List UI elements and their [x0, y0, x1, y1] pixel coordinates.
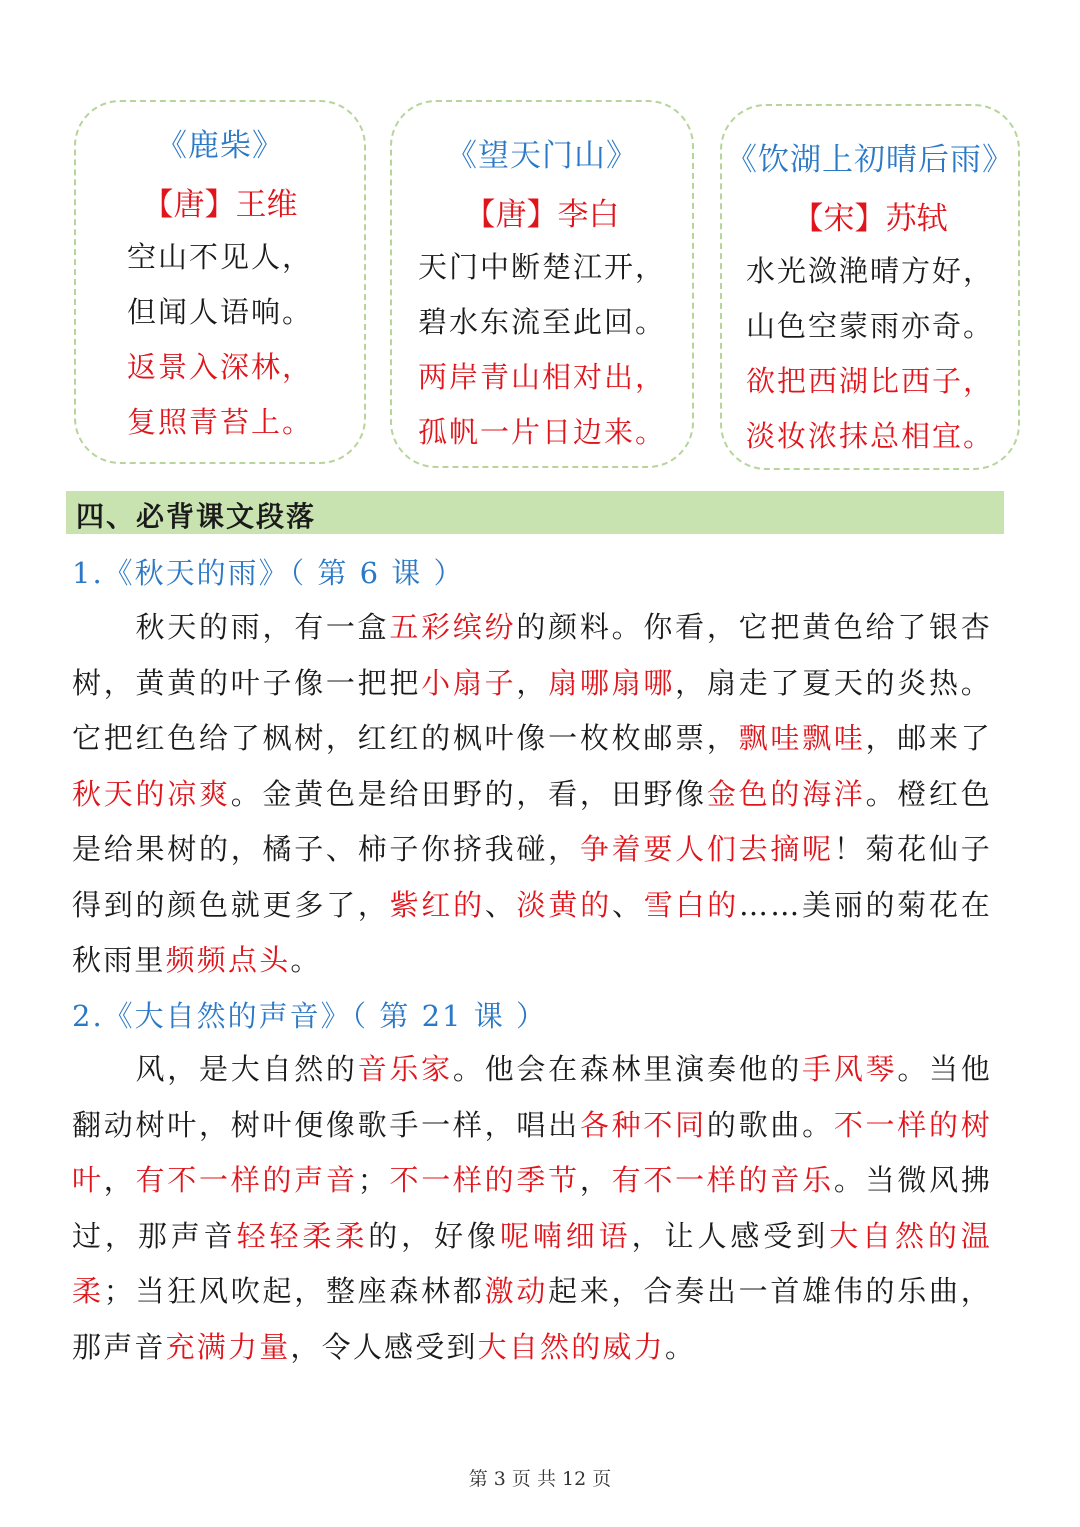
text-segment: 。橙红色是给果树的，橘子、柿子你挤我碰， [72, 776, 992, 866]
highlighted-phrase: 五彩缤纷 [389, 610, 517, 644]
highlighted-phrase: 淡黄的 [516, 887, 612, 922]
text-segment: ，邮来了 [865, 721, 992, 755]
highlighted-phrase: 各种不同 [579, 1107, 707, 1142]
lesson-paragraph [72, 1042, 992, 1375]
text-segment: ，让人感受到 [631, 1218, 830, 1253]
poem-line: 但闻人语响。 [126, 295, 313, 329]
poem-title: 《望天门山》 [446, 138, 638, 174]
poem-author: 【唐】王维 [142, 187, 298, 223]
highlighted-phrase: 音乐家 [357, 1052, 453, 1086]
highlighted-phrase: 有不一样的声音 [135, 1163, 358, 1197]
section-header-bar [66, 491, 1004, 534]
poem-card-yin-hu-shang [720, 104, 1020, 470]
highlighted-phrase: 小扇子 [421, 665, 517, 700]
lesson-paragraph [72, 600, 992, 989]
text-segment: 。 [290, 943, 322, 977]
highlighted-phrase: 频频点头 [165, 943, 291, 977]
text-segment: ，令人感受到 [290, 1329, 478, 1364]
lesson-heading: 1.《秋天的雨》（ 第 6 课 ） [72, 556, 465, 590]
poem-line: 孤帆一片日边来。 [417, 415, 666, 449]
text-segment: 、 [611, 887, 644, 922]
highlighted-phrase: 激动 [484, 1274, 549, 1308]
poem-line: 复照青苔上。 [126, 405, 313, 439]
text-segment: 的，好像 [368, 1218, 500, 1253]
highlighted-phrase: 争着要人们去摘呢 [579, 832, 834, 866]
highlighted-phrase: 呢喃细语 [499, 1218, 632, 1253]
poem-card-lu-zhai [74, 100, 366, 464]
poem-title: 《饮湖上初晴后雨》 [726, 142, 1014, 178]
poem-line: 天门中断楚江开， [417, 250, 666, 284]
text-segment: 起来，合奏出一首雄伟的乐曲，那声音 [72, 1274, 992, 1364]
text-segment: ， [103, 1163, 136, 1197]
text-segment: 。金黄色是给田野的，看，田野像 [230, 776, 707, 811]
text-segment: ！菊花仙子得到的颜色就更多了， [72, 832, 992, 922]
poem-line: 两岸青山相对出， [417, 360, 666, 394]
highlighted-phrase: 扇哪扇哪 [548, 665, 676, 700]
highlighted-phrase: 紫红的 [389, 887, 485, 922]
text-segment: 的颜料。你看，它把黄色给了银杏树，黄黄的叶子像一把把 [72, 610, 992, 700]
text-segment: ； [357, 1163, 389, 1197]
text-segment: ， [579, 1163, 612, 1197]
section-title: 四、必背课文段落 [76, 500, 317, 533]
poem-title: 《鹿柴》 [156, 128, 284, 164]
highlighted-phrase: 充满力量 [165, 1329, 291, 1364]
poem-line: 山色空蒙雨亦奇。 [745, 309, 994, 343]
poem-author: 【唐】李白 [464, 197, 620, 233]
text-segment: 。当微风拂过，那声音 [72, 1163, 993, 1253]
highlighted-phrase: 大自然的威力 [477, 1329, 665, 1364]
poem-line: 空山不见人， [126, 240, 313, 274]
poem-line: 欲把西湖比西子， [745, 364, 994, 398]
text-segment: 、 [484, 887, 517, 922]
text-segment: 的歌曲。 [706, 1107, 834, 1142]
highlighted-phrase: 金色的海洋 [706, 776, 866, 811]
poem-author: 【宋】苏轼 [792, 201, 948, 237]
poem-line: 返景入深林， [126, 350, 313, 384]
text-segment: ，扇走了夏天的炎热。它把红色给了枫树，红红的枫叶像一枚枚邮票， [72, 665, 992, 755]
highlighted-phrase: 飘哇飘哇 [738, 721, 866, 755]
lesson-heading: 2.《大自然的声音》（ 第 21 课 ） [72, 999, 547, 1033]
text-segment: ；当狂风吹起，整座森林都 [103, 1274, 485, 1308]
text-segment: 秋天的雨，有一盒 [72, 610, 390, 644]
text-segment: 。当他翻动树叶，树叶便像歌手一样，唱出 [72, 1052, 992, 1142]
poem-card-wang-tian-men-shan [390, 100, 694, 468]
highlighted-phrase: 轻轻柔柔 [236, 1218, 369, 1253]
text-segment: ……美丽的菊花在秋雨里 [72, 887, 992, 977]
highlighted-phrase: 不一样的季节 [388, 1163, 580, 1197]
highlighted-phrase: 有不一样的音乐 [611, 1163, 834, 1197]
text-segment: 风，是大自然的 [72, 1052, 358, 1086]
text-segment: 。他会在森林里演奏他的 [452, 1052, 803, 1086]
highlighted-phrase: 手风琴 [802, 1052, 898, 1086]
highlighted-phrase: 大自然的温柔 [72, 1218, 992, 1308]
text-segment: 。 [664, 1329, 697, 1364]
poem-line: 水光潋滟晴方好， [745, 254, 994, 288]
page-number: 第 3 页 共 12 页 [468, 1468, 612, 1490]
text-segment: ， [516, 665, 549, 700]
poem-line: 碧水东流至此回。 [417, 305, 666, 339]
highlighted-phrase: 秋天的凉爽 [72, 776, 231, 811]
highlighted-phrase: 雪白的 [643, 887, 740, 922]
highlighted-phrase: 不一样的树叶 [72, 1107, 992, 1197]
poem-line: 淡妆浓抹总相宜。 [745, 419, 994, 453]
